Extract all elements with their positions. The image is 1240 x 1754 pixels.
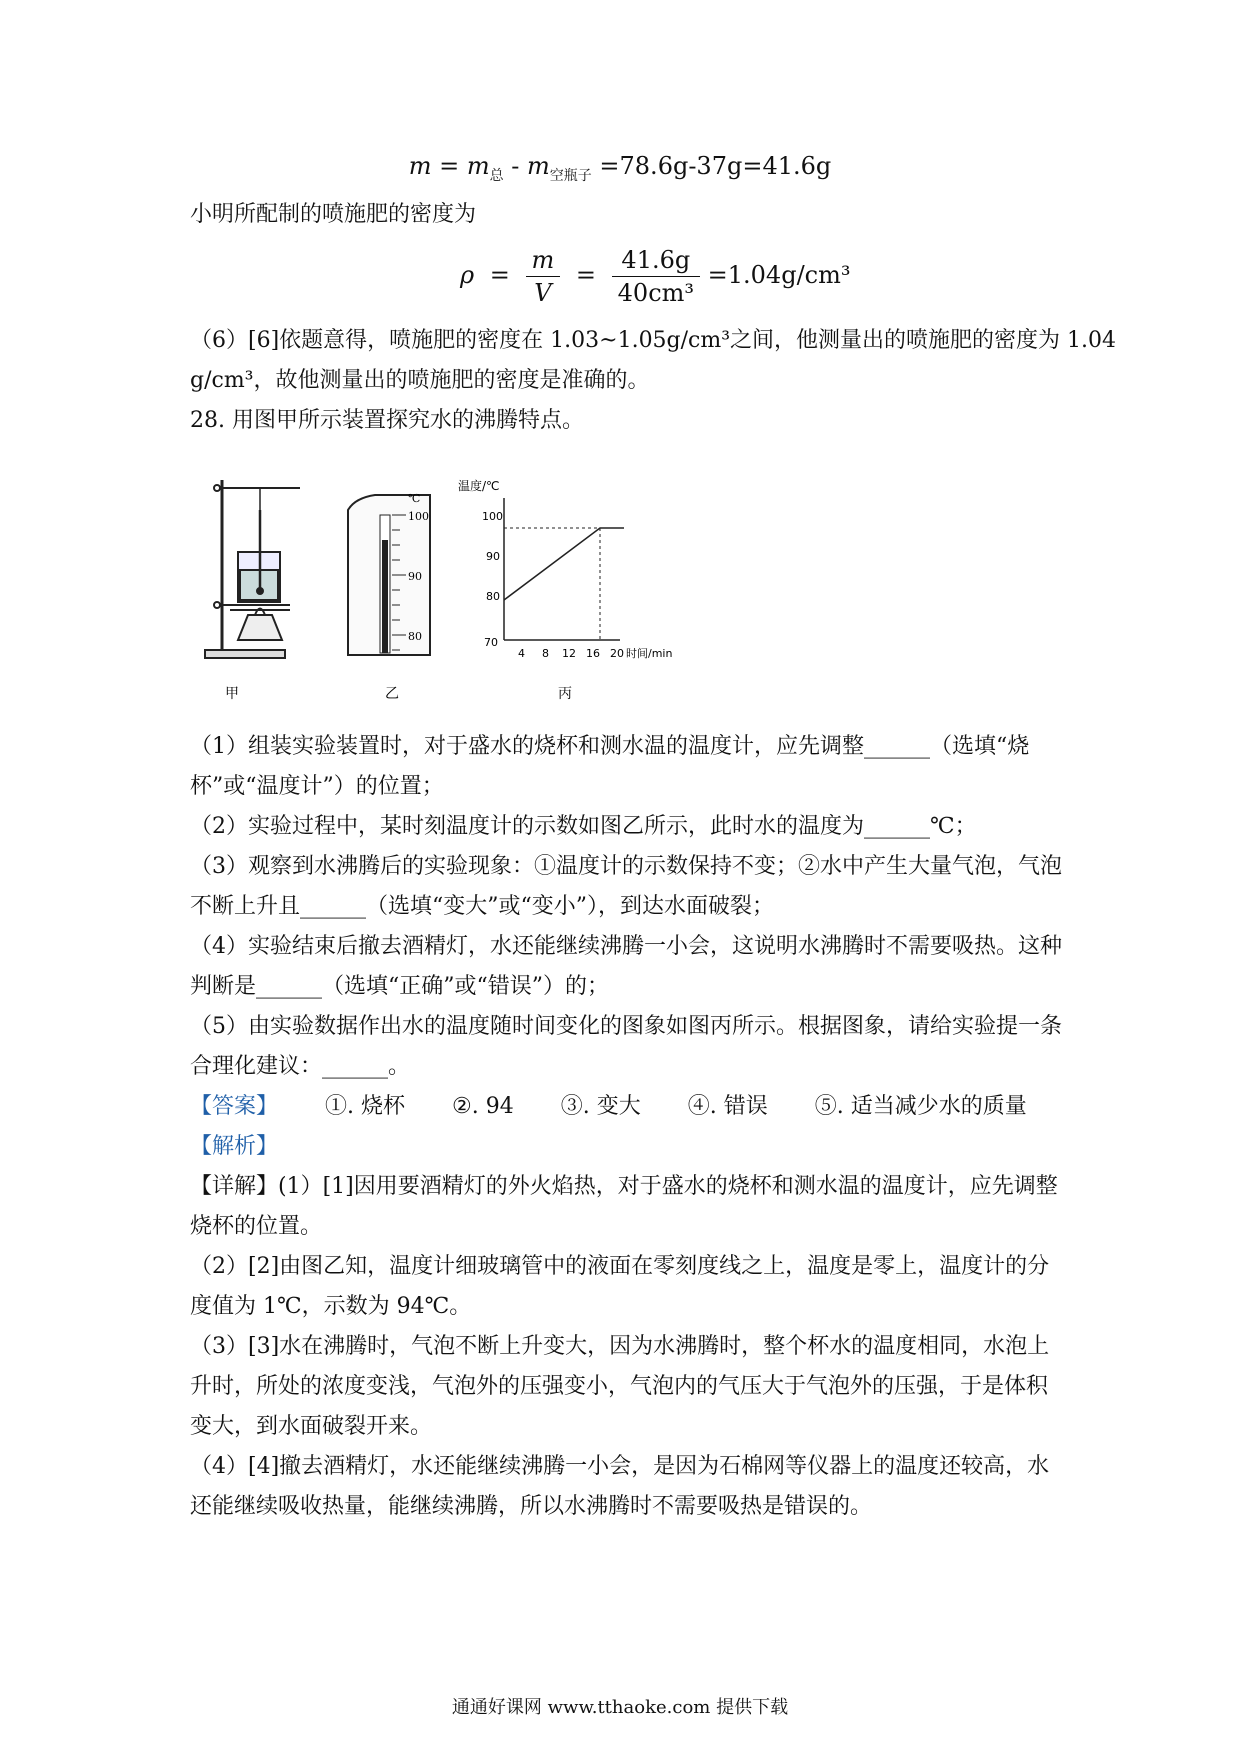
formula-result: =1.04g/cm³ (707, 261, 851, 289)
thermometer-tick-90: 90 (408, 570, 422, 583)
graph-x-tick-20: 20 (610, 647, 624, 660)
fraction-values (612, 246, 700, 307)
graph-x-tick-16: 16 (586, 647, 600, 660)
formula-eq: = (431, 152, 467, 180)
answer-tag: 【答案】 (190, 1094, 279, 1119)
question-line: 杯”或“温度计”）的位置； (190, 774, 444, 799)
density-formula (460, 246, 850, 316)
page-footer: 通通好课网 www.tthaoke.com 提供下载 (451, 1697, 789, 1718)
fraction-numerator: 41.6g (612, 246, 700, 277)
question-line: 不断上升且______（选填“变大”或“变小”），到达水面破裂； (190, 894, 774, 919)
formula-minus: - (503, 152, 528, 180)
formula-rho: ρ (460, 261, 475, 289)
question-28-title: 28. 用图甲所示装置探究水的沸腾特点。 (190, 408, 584, 433)
thermometer-tick-80: 80 (408, 630, 422, 643)
graph-y-tick-80: 80 (486, 590, 500, 603)
graph-y-label: 温度/℃ (458, 479, 500, 493)
fraction-denominator: V (534, 279, 552, 307)
paragraph-6-line-2: g/cm³，故他测量出的喷施肥的密度是准确的。 (190, 368, 650, 393)
graph-x-tick-12: 12 (562, 647, 576, 660)
fraction-m-v (526, 246, 561, 307)
density-intro: 小明所配制的喷施肥的密度为 (190, 202, 477, 227)
graph-y-tick-100: 100 (482, 510, 503, 523)
formula-symbol: m (527, 152, 550, 180)
analysis-tag: 【解析】 (190, 1134, 279, 1159)
formula-eq: = (575, 261, 597, 289)
thermometer-reading (348, 492, 430, 655)
experiment-figure (200, 470, 720, 700)
explanation-line: （3）[3]水在沸腾时，气泡不断上升变大，因为水沸腾时，整个杯水的温度相同，水泡上 (190, 1334, 1050, 1359)
fraction-denominator: 40cm³ (617, 279, 695, 307)
answer-2: ②. 94 (452, 1094, 514, 1119)
explanation-line: 度值为 1℃，示数为 94℃。 (190, 1294, 472, 1319)
paragraph-6-line-1: （6）[6]依题意得，喷施肥的密度在 1.03~1.05g/cm³之间，他测量出的喷施肥的密度为 1.04 (190, 328, 1117, 353)
answer-5: ⑤. 适当减少水的质量 (814, 1094, 1027, 1119)
fraction-numerator: m (526, 246, 561, 277)
explanation-line: （4）[4]撤去酒精灯，水还能继续沸腾一小会，是因为石棉网等仪器上的温度还较高，水 (190, 1454, 1050, 1479)
explanation-line: （2）[2]由图乙知，温度计细玻璃管中的液面在零刻度线之上，温度是零上，温度计的分 (190, 1254, 1050, 1279)
thermometer-tick-100: 100 (408, 510, 429, 523)
answer-1: ①. 烧杯 (325, 1094, 406, 1119)
question-line: （3）观察到水沸腾后的实验现象：①温度计的示数保持不变；②水中产生大量气泡，气泡 (190, 854, 1063, 879)
figure-label-yi: 乙 (385, 686, 399, 700)
question-line: （1）组装实验装置时，对于盛水的烧杯和测水温的温度计，应先调整______（选填“烧 (190, 734, 1030, 759)
explanation-line: 变大，到水面破裂开来。 (190, 1414, 433, 1439)
graph-x-tick-8: 8 (542, 647, 549, 660)
temperature-series-line (504, 528, 624, 600)
graph-x-tick-4: 4 (518, 647, 525, 660)
answer-line (190, 1092, 1060, 1122)
temperature-time-graph (458, 478, 672, 660)
explanation-line: 烧杯的位置。 (190, 1214, 323, 1239)
formula-symbol: m (408, 152, 432, 180)
answer-4: ④. 错误 (687, 1094, 768, 1119)
answer-3: ③. 变大 (560, 1094, 641, 1119)
formula-symbol: m (466, 152, 490, 180)
explanation-line: 升时，所处的浓度变浅，气泡外的压强变小，气泡内的气压大于气泡外的压强，于是体积 (190, 1374, 1049, 1399)
figure-label-bing: 丙 (558, 686, 572, 700)
graph-x-label: 时间/min (626, 647, 673, 660)
question-line: 合理化建议：______。 (190, 1054, 411, 1079)
graph-y-tick-90: 90 (486, 550, 500, 563)
graph-y-tick-70: 70 (484, 636, 498, 649)
formula-subscript: 总 (489, 167, 504, 184)
explanation-line: 【详解】(1）[1]因用要酒精灯的外火焰热，对于盛水的烧杯和测水温的温度计，应先调整 (190, 1174, 1058, 1199)
stand-apparatus (205, 480, 300, 658)
question-line: （4）实验结束后撤去酒精灯，水还能继续沸腾一小会，这说明水沸腾时不需要吸热。这种 (190, 934, 1063, 959)
figure-label-jia: 甲 (225, 686, 239, 700)
formula-result: =78.6g-37g=41.6g (591, 152, 832, 180)
thermometer-unit: ℃ (408, 492, 421, 505)
question-line: （5）由实验数据作出水的温度随时间变化的图象如图丙所示。根据图象，请给实验提一条 (190, 1014, 1063, 1039)
formula-subscript: 空瓶子 (549, 167, 592, 184)
formula-eq: = (489, 261, 510, 289)
question-line: 判断是______（选填“正确”或“错误”）的； (190, 974, 609, 999)
question-line: （2）实验过程中，某时刻温度计的示数如图乙所示，此时水的温度为______℃； (190, 814, 977, 839)
mass-formula (0, 152, 1240, 185)
explanation-line: 还能继续吸收热量，能继续沸腾，所以水沸腾时不需要吸热是错误的。 (190, 1494, 873, 1519)
